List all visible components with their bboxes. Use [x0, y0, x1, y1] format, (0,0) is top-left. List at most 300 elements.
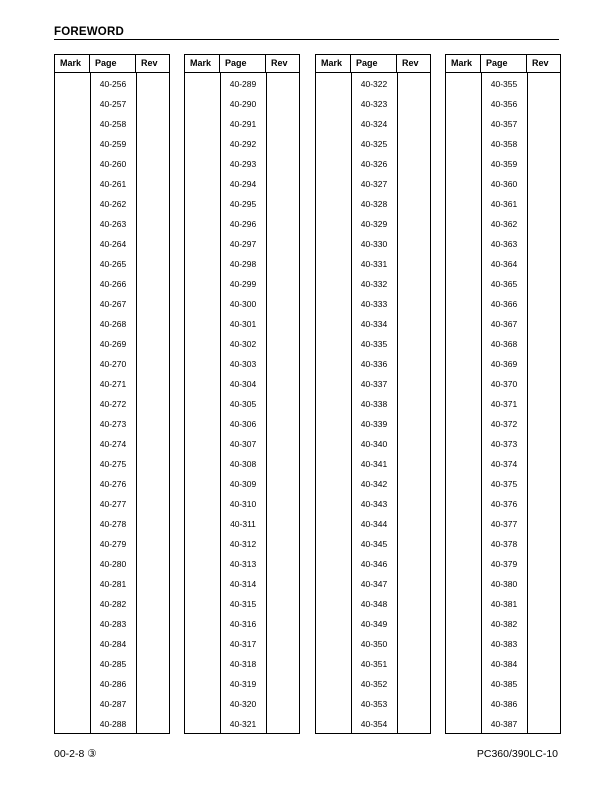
- rev-cell: [397, 254, 430, 274]
- page-cell: 40-383: [490, 639, 518, 649]
- table-row: [55, 274, 169, 294]
- rev-cell: [266, 314, 299, 334]
- table-row: [316, 634, 430, 654]
- page-cell: 40-323: [360, 99, 388, 109]
- page-cell: 40-284: [99, 639, 127, 649]
- rev-cell: [136, 334, 169, 354]
- rev-cell: [136, 274, 169, 294]
- header-mark: Mark: [55, 55, 90, 72]
- table-row: [316, 514, 430, 534]
- page-cell: 40-348: [360, 599, 388, 609]
- mark-cell: [185, 414, 220, 434]
- table-row: [55, 674, 169, 694]
- rev-cell: [136, 174, 169, 194]
- page-cell: 40-319: [229, 679, 257, 689]
- rev-cell: [397, 574, 430, 594]
- table-row: [185, 354, 299, 374]
- table-row: [446, 714, 560, 734]
- mark-cell: [316, 114, 351, 134]
- mark-cell: [185, 534, 220, 554]
- table-row: [316, 674, 430, 694]
- table-row: [185, 374, 299, 394]
- table-row: [185, 554, 299, 574]
- header-rev: Rev: [402, 58, 419, 68]
- table-row: [316, 494, 430, 514]
- mark-cell: [316, 674, 351, 694]
- mark-cell: [185, 394, 220, 414]
- page-cell: 40-260: [99, 159, 127, 169]
- rev-cell: [397, 694, 430, 714]
- page-cell: 40-318: [229, 659, 257, 669]
- mark-cell: [55, 74, 90, 94]
- page-cell: 40-374: [490, 459, 518, 469]
- mark-cell: [446, 294, 481, 314]
- page-cell: 40-324: [360, 119, 388, 129]
- table-row: [55, 254, 169, 274]
- mark-cell: [446, 74, 481, 94]
- page-cell: 40-315: [229, 599, 257, 609]
- rev-cell: [397, 714, 430, 734]
- mark-cell: [55, 254, 90, 274]
- rev-cell: [266, 594, 299, 614]
- rev-cell: [136, 654, 169, 674]
- page-cell: 40-378: [490, 539, 518, 549]
- page-title: FOREWORD: [54, 26, 124, 38]
- rev-cell: [136, 414, 169, 434]
- mark-cell: [55, 314, 90, 334]
- rev-cell: [527, 254, 560, 274]
- page-cell: 40-362: [490, 219, 518, 229]
- model-number: PC360/390LC-10: [476, 748, 558, 760]
- page-cell: 40-339: [360, 419, 388, 429]
- mark-cell: [55, 534, 90, 554]
- page-cell: 40-302: [229, 339, 257, 349]
- mark-cell: [316, 174, 351, 194]
- mark-cell: [316, 414, 351, 434]
- page-cell: 40-282: [99, 599, 127, 609]
- table-row: [446, 494, 560, 514]
- mark-cell: [316, 614, 351, 634]
- rev-cell: [397, 354, 430, 374]
- page-cell: 40-269: [99, 339, 127, 349]
- mark-cell: [55, 114, 90, 134]
- rev-cell: [266, 534, 299, 554]
- table-row: [316, 74, 430, 94]
- table-row: [185, 534, 299, 554]
- table-row: [446, 474, 560, 494]
- rev-cell: [266, 414, 299, 434]
- table-row: [316, 454, 430, 474]
- mark-cell: [185, 254, 220, 274]
- table-row: [55, 474, 169, 494]
- mark-cell: [446, 314, 481, 334]
- mark-cell: [446, 594, 481, 614]
- page-cell: 40-334: [360, 319, 388, 329]
- header-page: Page: [90, 55, 136, 72]
- table-row: [446, 514, 560, 534]
- table-row: [185, 334, 299, 354]
- page-cell: 40-296: [229, 219, 257, 229]
- table-row: [446, 154, 560, 174]
- mark-cell: [55, 714, 90, 734]
- mark-cell: [185, 634, 220, 654]
- table-row: [316, 474, 430, 494]
- mark-cell: [185, 574, 220, 594]
- page-cell: 40-286: [99, 679, 127, 689]
- page-cell: 40-298: [229, 259, 257, 269]
- mark-cell: [446, 714, 481, 734]
- rev-cell: [136, 394, 169, 414]
- table-row: [55, 694, 169, 714]
- table-row: [316, 694, 430, 714]
- mark-cell: [316, 574, 351, 594]
- table-row: [55, 534, 169, 554]
- rev-cell: [136, 674, 169, 694]
- table-row: [316, 394, 430, 414]
- rev-cell: [136, 194, 169, 214]
- mark-cell: [55, 174, 90, 194]
- mark-cell: [316, 634, 351, 654]
- table-row: [185, 254, 299, 274]
- table-row: [316, 294, 430, 314]
- rev-cell: [527, 394, 560, 414]
- table-row: [185, 114, 299, 134]
- rev-cell: [266, 574, 299, 594]
- rev-cell: [266, 674, 299, 694]
- table-row: [316, 134, 430, 154]
- table-row: [55, 614, 169, 634]
- page-cell: 40-367: [490, 319, 518, 329]
- table-row: [55, 114, 169, 134]
- rev-cell: [527, 434, 560, 454]
- mark-cell: [446, 514, 481, 534]
- rev-cell: [527, 474, 560, 494]
- page-cell: 40-376: [490, 499, 518, 509]
- rev-cell: [527, 174, 560, 194]
- table-row: [316, 274, 430, 294]
- mark-cell: [446, 174, 481, 194]
- table-row: [316, 434, 430, 454]
- rev-cell: [527, 274, 560, 294]
- rev-cell: [136, 154, 169, 174]
- mark-cell: [55, 634, 90, 654]
- rev-cell: [136, 454, 169, 474]
- mark-cell: [185, 114, 220, 134]
- rev-cell: [136, 494, 169, 514]
- table-row: [185, 194, 299, 214]
- title-rule: [54, 39, 559, 40]
- page-cell: 40-267: [99, 299, 127, 309]
- revision-table-4: [445, 54, 561, 734]
- mark-cell: [55, 434, 90, 454]
- rev-cell: [266, 474, 299, 494]
- mark-cell: [446, 234, 481, 254]
- rev-cell: [266, 514, 299, 534]
- mark-cell: [55, 554, 90, 574]
- table-row: [55, 554, 169, 574]
- mark-cell: [446, 414, 481, 434]
- page-cell: 40-332: [360, 279, 388, 289]
- mark-cell: [316, 494, 351, 514]
- table-row: [185, 614, 299, 634]
- page-cell: 40-290: [229, 99, 257, 109]
- revision-table-2: [184, 54, 300, 734]
- rev-cell: [527, 354, 560, 374]
- mark-cell: [316, 154, 351, 174]
- rev-cell: [266, 274, 299, 294]
- mark-cell: [185, 614, 220, 634]
- mark-cell: [446, 394, 481, 414]
- page-number: 00-2-8 ③: [54, 748, 97, 760]
- mark-cell: [446, 254, 481, 274]
- rev-cell: [397, 134, 430, 154]
- mark-cell: [316, 514, 351, 534]
- table-row: [185, 454, 299, 474]
- mark-cell: [446, 574, 481, 594]
- page-cell: 40-307: [229, 439, 257, 449]
- page-cell: 40-289: [229, 79, 257, 89]
- page-cell: 40-345: [360, 539, 388, 549]
- table-row: [446, 654, 560, 674]
- mark-cell: [316, 274, 351, 294]
- table-body: [55, 74, 169, 734]
- mark-cell: [316, 314, 351, 334]
- page-cell: 40-366: [490, 299, 518, 309]
- table-row: [185, 394, 299, 414]
- rev-cell: [527, 74, 560, 94]
- rev-cell: [397, 174, 430, 194]
- mark-cell: [185, 314, 220, 334]
- table-row: [185, 294, 299, 314]
- mark-cell: [185, 274, 220, 294]
- table-row: [446, 134, 560, 154]
- mark-cell: [185, 334, 220, 354]
- table-row: [446, 374, 560, 394]
- table-row: [446, 694, 560, 714]
- table-row: [446, 314, 560, 334]
- table-row: [185, 434, 299, 454]
- page-cell: 40-375: [490, 479, 518, 489]
- page-cell: 40-312: [229, 539, 257, 549]
- page-cell: 40-361: [490, 199, 518, 209]
- page-cell: 40-322: [360, 79, 388, 89]
- table-row: [55, 174, 169, 194]
- table-row: [446, 194, 560, 214]
- mark-cell: [316, 234, 351, 254]
- page-cell: 40-326: [360, 159, 388, 169]
- page-cell: 40-300: [229, 299, 257, 309]
- rev-cell: [527, 714, 560, 734]
- table-row: [446, 594, 560, 614]
- table-row: [446, 674, 560, 694]
- rev-cell: [266, 194, 299, 214]
- rev-cell: [527, 194, 560, 214]
- header-page: Page: [481, 55, 527, 72]
- rev-cell: [266, 394, 299, 414]
- table-row: [185, 694, 299, 714]
- mark-cell: [185, 554, 220, 574]
- page-cell: 40-364: [490, 259, 518, 269]
- rev-cell: [397, 74, 430, 94]
- mark-cell: [316, 194, 351, 214]
- rev-cell: [136, 434, 169, 454]
- table-row: [446, 254, 560, 274]
- table-row: [185, 314, 299, 334]
- table-row: [316, 414, 430, 434]
- mark-cell: [55, 574, 90, 594]
- header-page: Page: [351, 55, 397, 72]
- mark-cell: [185, 474, 220, 494]
- rev-cell: [527, 594, 560, 614]
- rev-cell: [266, 114, 299, 134]
- rev-cell: [527, 94, 560, 114]
- table-row: [55, 634, 169, 654]
- mark-cell: [185, 694, 220, 714]
- page-cell: 40-279: [99, 539, 127, 549]
- rev-cell: [136, 294, 169, 314]
- rev-cell: [266, 134, 299, 154]
- table-row: [185, 134, 299, 154]
- mark-cell: [185, 154, 220, 174]
- page-cell: 40-299: [229, 279, 257, 289]
- rev-cell: [136, 374, 169, 394]
- rev-cell: [397, 114, 430, 134]
- header-mark: Mark: [446, 55, 481, 72]
- rev-cell: [136, 354, 169, 374]
- header-rev: Rev: [532, 58, 549, 68]
- table-row: [316, 214, 430, 234]
- table-row: [446, 394, 560, 414]
- mark-cell: [446, 474, 481, 494]
- table-row: [55, 134, 169, 154]
- rev-cell: [397, 434, 430, 454]
- page-cell: 40-311: [230, 519, 256, 529]
- rev-cell: [266, 494, 299, 514]
- page-cell: 40-308: [229, 459, 257, 469]
- table-row: [446, 114, 560, 134]
- rev-cell: [527, 294, 560, 314]
- rev-cell: [527, 154, 560, 174]
- page-cell: 40-380: [490, 579, 518, 589]
- page-cell: 40-288: [99, 719, 127, 729]
- rev-cell: [527, 574, 560, 594]
- table-row: [316, 254, 430, 274]
- header-mark: Mark: [316, 55, 351, 72]
- mark-cell: [316, 594, 351, 614]
- mark-cell: [185, 654, 220, 674]
- rev-cell: [136, 214, 169, 234]
- rev-cell: [266, 214, 299, 234]
- mark-cell: [185, 514, 220, 534]
- page-cell: 40-344: [360, 519, 388, 529]
- page-cell: 40-274: [99, 439, 127, 449]
- page-cell: 40-338: [360, 399, 388, 409]
- rev-cell: [397, 594, 430, 614]
- rev-cell: [136, 314, 169, 334]
- page-cell: 40-316: [229, 619, 257, 629]
- table-row: [185, 94, 299, 114]
- mark-cell: [55, 214, 90, 234]
- table-row: [55, 314, 169, 334]
- mark-cell: [316, 214, 351, 234]
- page-cell: 40-356: [490, 99, 518, 109]
- page-cell: 40-287: [99, 699, 127, 709]
- revision-table-1: [54, 54, 170, 734]
- table-row: [185, 574, 299, 594]
- table-row: [316, 194, 430, 214]
- table-row: [446, 634, 560, 654]
- mark-cell: [446, 614, 481, 634]
- table-row: [55, 454, 169, 474]
- mark-cell: [185, 234, 220, 254]
- table-row: [316, 574, 430, 594]
- header-page: Page: [220, 55, 266, 72]
- page-cell: 40-266: [99, 279, 127, 289]
- page-cell: 40-335: [360, 339, 388, 349]
- rev-cell: [527, 374, 560, 394]
- mark-cell: [55, 614, 90, 634]
- rev-cell: [266, 434, 299, 454]
- table-row: [316, 594, 430, 614]
- mark-cell: [316, 694, 351, 714]
- rev-cell: [397, 314, 430, 334]
- page-cell: 40-320: [229, 699, 257, 709]
- page-cell: 40-355: [490, 79, 518, 89]
- page-cell: 40-304: [229, 379, 257, 389]
- header-mark: Mark: [185, 55, 220, 72]
- page-cell: 40-385: [490, 679, 518, 689]
- table-row: [185, 594, 299, 614]
- mark-cell: [446, 354, 481, 374]
- mark-cell: [55, 194, 90, 214]
- page-cell: 40-301: [229, 319, 257, 329]
- rev-cell: [136, 534, 169, 554]
- table-row: [316, 234, 430, 254]
- page-cell: 40-271: [99, 379, 127, 389]
- table-row: [55, 714, 169, 734]
- page-cell: 40-270: [99, 359, 127, 369]
- mark-cell: [185, 74, 220, 94]
- mark-cell: [185, 434, 220, 454]
- mark-cell: [185, 354, 220, 374]
- table-row: [446, 614, 560, 634]
- mark-cell: [316, 334, 351, 354]
- table-row: [185, 174, 299, 194]
- rev-cell: [136, 234, 169, 254]
- page-cell: 40-340: [360, 439, 388, 449]
- revision-table-3: [315, 54, 431, 734]
- mark-cell: [316, 134, 351, 154]
- table-row: [316, 534, 430, 554]
- rev-cell: [527, 114, 560, 134]
- table-row: [446, 434, 560, 454]
- rev-cell: [527, 134, 560, 154]
- mark-cell: [446, 214, 481, 234]
- mark-cell: [55, 594, 90, 614]
- table-row: [185, 214, 299, 234]
- mark-cell: [55, 234, 90, 254]
- table-row: [446, 354, 560, 374]
- table-row: [55, 214, 169, 234]
- table-row: [55, 194, 169, 214]
- rev-cell: [397, 654, 430, 674]
- page-cell: 40-373: [490, 439, 518, 449]
- page-cell: 40-281: [99, 579, 127, 589]
- header-rev: Rev: [271, 58, 288, 68]
- rev-cell: [136, 714, 169, 734]
- rev-cell: [397, 214, 430, 234]
- table-row: [55, 434, 169, 454]
